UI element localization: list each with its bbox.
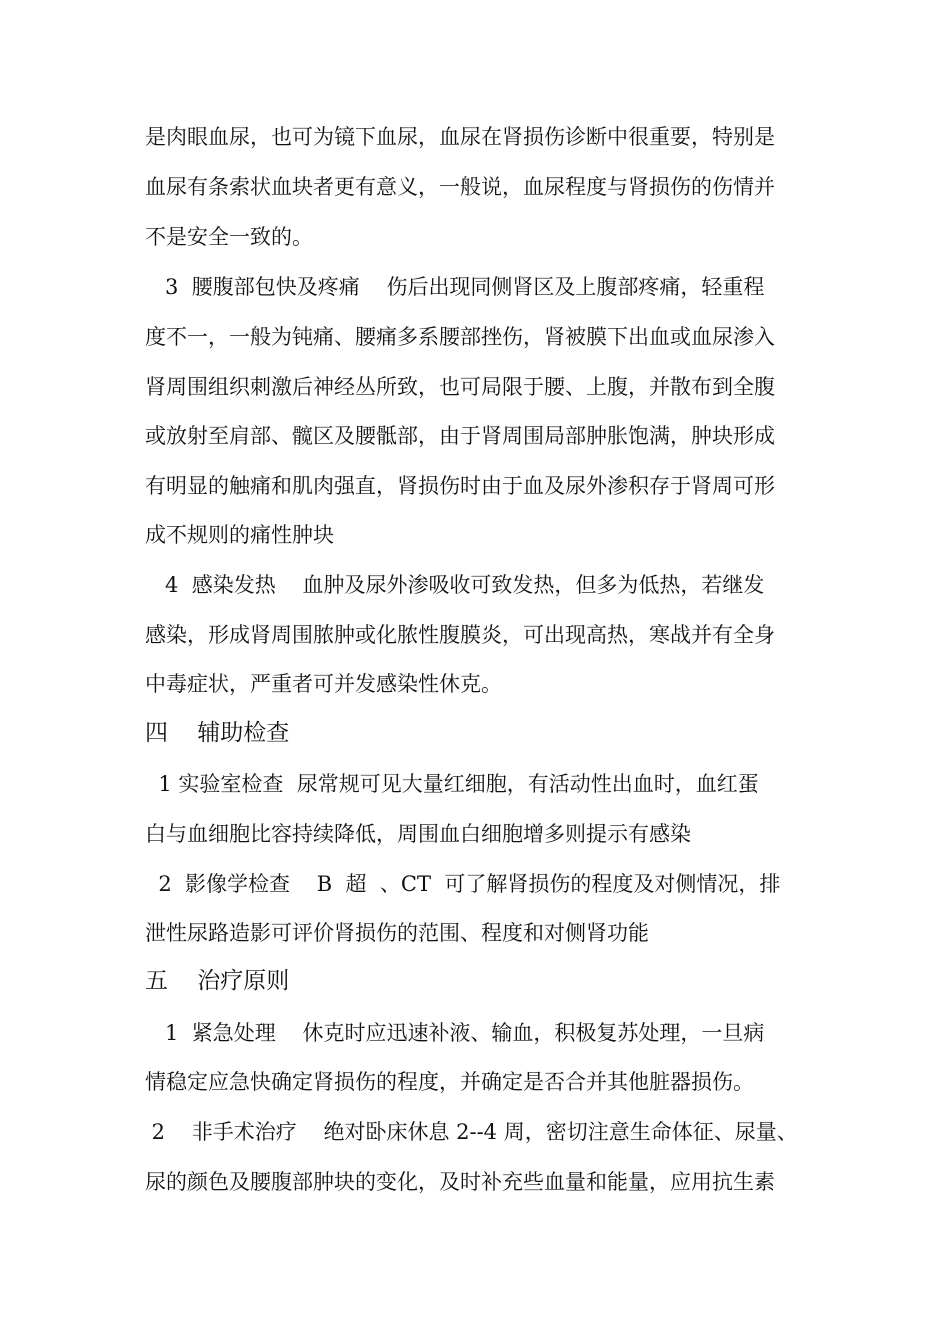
body-line: 肾周围组织刺激后神经丛所致，也可局限于腰、上腹，并散布到全腹: [145, 375, 775, 399]
body-line: 度不一，一般为钝痛、腰痛多系腰部挫伤，肾被膜下出血或血尿渗入: [145, 325, 775, 349]
body-line: 不是安全一致的。: [145, 225, 313, 249]
section-heading: 五 治疗原则: [145, 968, 290, 994]
body-line: 1 紧急处理 休克时应迅速补液、输血，积极复苏处理，一旦病: [145, 1021, 765, 1045]
body-line: 1 实验室检查 尿常规可见大量红细胞，有活动性出血时，血红蛋: [145, 772, 759, 796]
body-line: 2 影像学检查 B 超 、CT 可了解肾损伤的程度及对侧情况，排: [145, 872, 781, 896]
body-line: 血尿有条索状血块者更有意义，一般说，血尿程度与肾损伤的伤情并: [145, 175, 775, 199]
body-line: 中毒症状，严重者可并发感染性休克。: [145, 672, 502, 696]
body-line: 尿的颜色及腰腹部肿块的变化，及时补充些血量和能量，应用抗生素: [145, 1170, 775, 1194]
section-heading: 四 辅助检查: [145, 720, 290, 746]
body-line: 感染，形成肾周围脓肿或化脓性腹膜炎，可出现高热，寒战并有全身: [145, 623, 775, 647]
body-line: 成不规则的痛性肿块: [145, 523, 334, 547]
body-line: 或放射至肩部、髋区及腰骶部，由于肾周围局部肿胀饱满，肿块形成: [145, 424, 775, 448]
body-line: 是肉眼血尿，也可为镜下血尿，血尿在肾损伤诊断中很重要，特别是: [145, 125, 775, 149]
body-line: 白与血细胞比容持续降低，周围血白细胞增多则提示有感染: [145, 822, 691, 846]
body-line: 4 感染发热 血肿及尿外渗吸收可致发热，但多为低热，若继发: [145, 573, 765, 597]
body-line: 泄性尿路造影可评价肾损伤的范围、程度和对侧肾功能: [145, 921, 649, 945]
body-line: 2 非手术治疗 绝对卧床休息 2--4 周，密切注意生命体征、尿量、: [145, 1120, 798, 1144]
body-line: 情稳定应急快确定肾损伤的程度，并确定是否合并其他脏器损伤。: [145, 1070, 754, 1094]
body-line: 3 腰腹部包快及疼痛 伤后出现同侧肾区及上腹部疼痛，轻重程: [145, 275, 765, 299]
body-line: 有明显的触痛和肌肉强直，肾损伤时由于血及尿外渗积存于肾周可形: [145, 474, 775, 498]
